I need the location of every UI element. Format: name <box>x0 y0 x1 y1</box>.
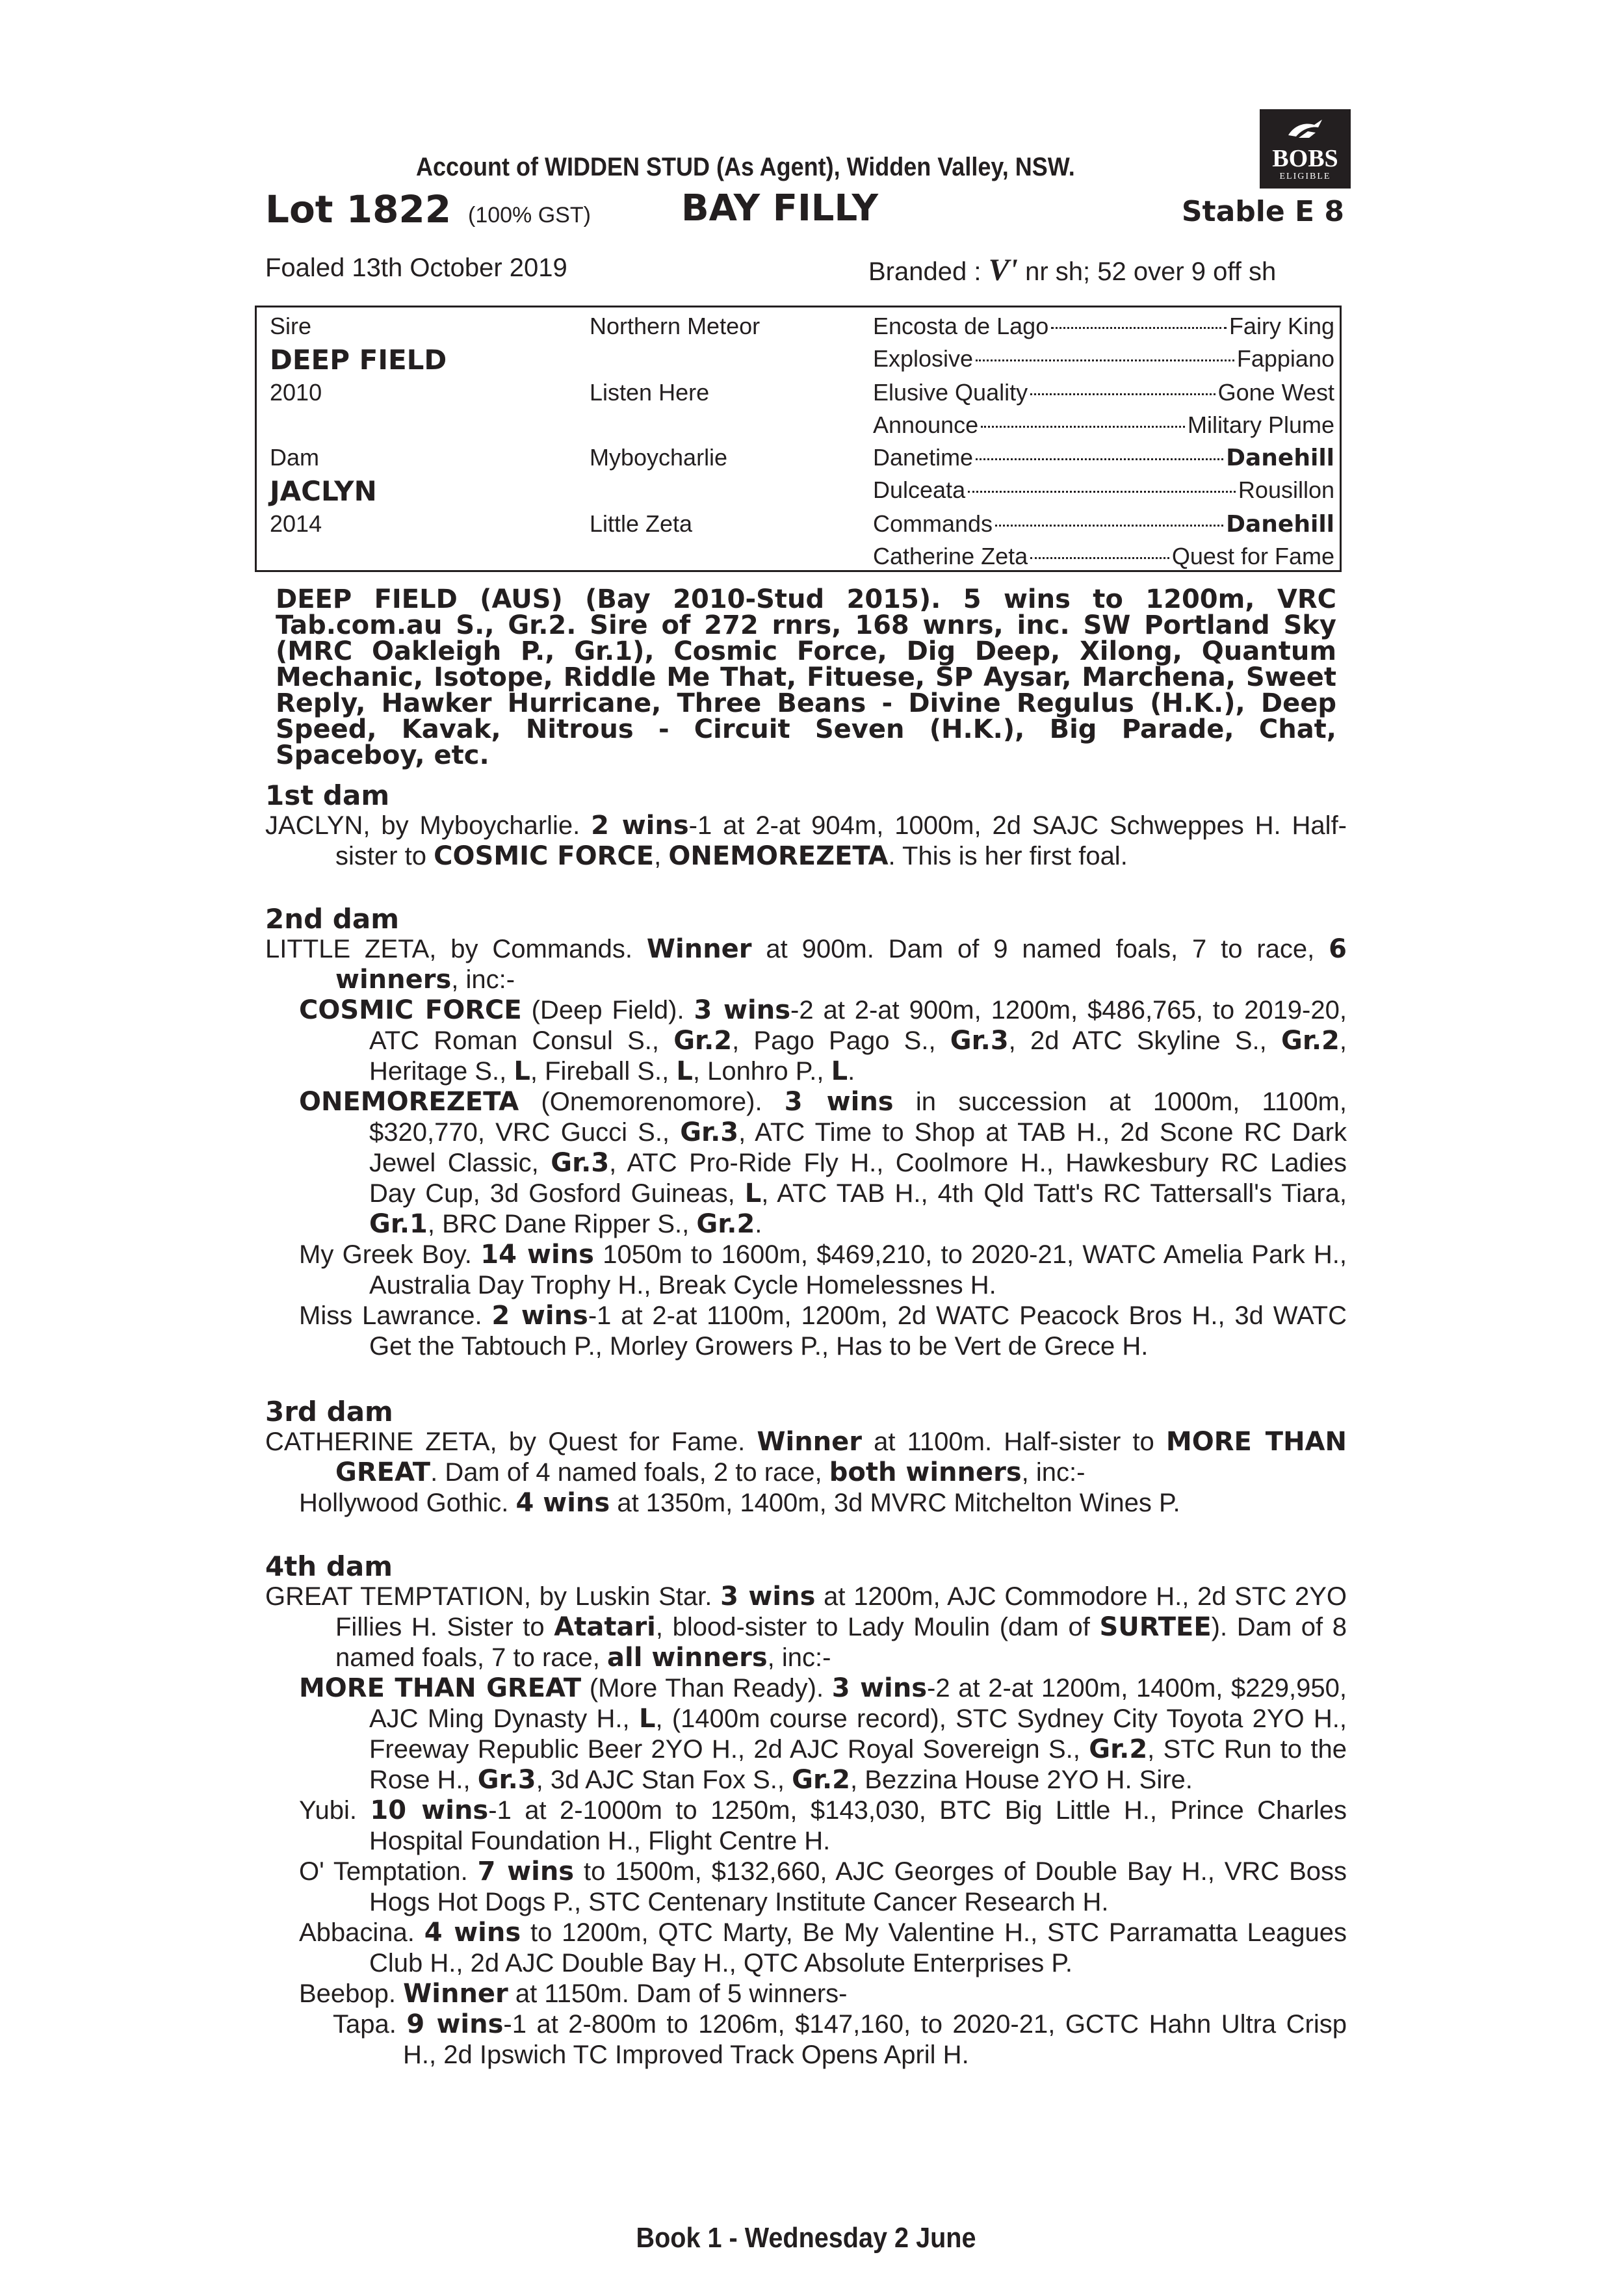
gen3-right: Fairy King <box>1228 313 1334 339</box>
gen3-left: Explosive <box>873 345 974 372</box>
second-dam-paragraphs <box>265 934 1347 1362</box>
dam-sire: Myboycharlie <box>590 444 728 471</box>
brand-mark: V' <box>988 253 1018 287</box>
gen3-left: Dulceata <box>873 476 966 503</box>
pedigree-paragraph: ONEMOREZETA (Onemorenomore). 3 wins in succession at 1000m, 1100m, $320,770, VRC Gucci S., Gr.3, ATC Time to Shop at TAB H., 2d Scone RC Dark Jewel Classic, Gr.3, ATC Pro-Ride Fly H., Coolmore H., Hawkesbury RC Ladies Day Cup, 3d Gosford Guineas, L, ATC TAB H., 4th Qld Tatt's RC Tattersall's Tiara, Gr.1, BRC Dane Ripper S., Gr.2. <box>299 1087 1347 1239</box>
first-dam-heading: 1st dam <box>265 779 390 811</box>
gen3-left: Announce <box>873 411 979 438</box>
bird-logo-icon <box>1286 116 1325 142</box>
pedigree-gen3-row <box>873 543 1334 570</box>
dam-name: JACLYN <box>270 475 377 507</box>
gen3-right: Fappiano <box>1236 345 1334 372</box>
third-dam-heading: 3rd dam <box>265 1396 393 1428</box>
gen3-right: Quest for Fame <box>1171 543 1334 569</box>
dot-leader <box>976 359 1234 361</box>
pedigree-paragraph: JACLYN, by Myboycharlie. 2 wins-1 at 2-at 904m, 1000m, 2d SAJC Schweppes H. Half-sister to COSMIC FORCE, ONEMOREZETA. This is her first foal. <box>265 811 1347 871</box>
pedigree-paragraph: Hollywood Gothic. 4 wins at 1350m, 1400m, 3d MVRC Mitchelton Wines P. <box>299 1488 1180 1518</box>
gen3-right: Danehill <box>1226 445 1334 471</box>
dam-label: Dam <box>270 444 320 471</box>
pedigree-paragraph: CATHERINE ZETA, by Quest for Fame. Winner at 1100m. Half-sister to MORE THAN GREAT. Dam of 4 named foals, 2 to race, both winners, inc:- <box>265 1427 1347 1487</box>
pedigree-paragraph: LITTLE ZETA, by Commands. Winner at 900m. Dam of 9 named foals, 7 to race, 6 winners, inc:- <box>265 934 1347 995</box>
fourth-dam-paragraphs <box>265 1582 1347 2070</box>
pedigree-paragraph: GREAT TEMPTATION, by Luskin Star. 3 wins at 1200m, AJC Commodore H., 2d STC 2YO Fillies H. Sister to Atatari, blood-sister to Lady Moulin (dam of SURTEE). Dam of 8 named foals, 7 to race, all winners, inc:- <box>265 1582 1347 1673</box>
dot-leader <box>995 525 1223 527</box>
dot-leader <box>976 458 1223 460</box>
gst-note: (100% GST) <box>468 203 591 228</box>
lot-number: Lot 1822 <box>265 187 452 231</box>
logo-text: BOBS <box>1272 145 1338 172</box>
sire-label: Sire <box>270 313 312 339</box>
gen3-right: Rousillon <box>1238 476 1334 503</box>
gen3-left: Commands <box>873 510 993 537</box>
gen3-left: Encosta de Lago <box>873 313 1049 339</box>
gen3-right: Gone West <box>1217 379 1334 406</box>
pedigree-gen3-row <box>873 379 1334 406</box>
branded-label: Branded : <box>868 257 982 286</box>
gen3-left: Danetime <box>873 444 974 471</box>
sire-year: 2010 <box>270 379 322 406</box>
pedigree-paragraph: Tapa. 9 wins-1 at 2-800m to 1206m, $147,160, to 2020-21, GCTC Hahn Ultra Crisp H., 2d Ipswich TC Improved Track Opens April H. <box>333 2009 1347 2069</box>
dam-year: 2014 <box>270 510 322 537</box>
bobs-eligible-logo <box>1260 109 1351 189</box>
stable-location: Stable E 8 <box>1181 195 1344 228</box>
sire-sire: Northern Meteor <box>590 313 760 339</box>
brand-info <box>868 252 1347 288</box>
pedigree-gen3-row <box>873 476 1334 504</box>
page-footer: Book 1 - Wednesday 2 June <box>636 2222 976 2254</box>
dot-leader <box>968 491 1236 493</box>
third-dam-section <box>265 1396 1347 1519</box>
pedigree-gen3-row <box>873 411 1334 439</box>
sire-summary: DEEP FIELD (AUS) (Bay 2010-Stud 2015). 5 wins to 1200m, VRC Tab.com.au S., Gr.2. Sire of 272 rnrs, 168 wnrs, inc. SW Portland Sky (MRC Oakleigh P., Gr.1), Cosmic Force, Dig Deep, Xilong, Quantum Mechanic, Isotope, Riddle Me That, Fituese, SP Aysar, Marchena, Sweet Reply, Hawker Hurricane, Three Beans - Divine Regulus (H.K.), Deep Speed, Kavak, Nitrous - Circuit Seven (H.K.), Big Parade, Chat, Spaceboy, etc. <box>276 584 1336 770</box>
first-dam-paragraphs <box>265 811 1347 872</box>
pedigree-paragraph: Yubi. 10 wins-1 at 2-1000m to 1250m, $143,030, BTC Big Little H., Prince Charles Hospital Foundation H., Flight Centre H. <box>299 1795 1347 1855</box>
logo-subtext: ELIGIBLE <box>1279 172 1331 181</box>
pedigree-paragraph: Abbacina. 4 wins to 1200m, QTC Marty, Be My Valentine H., STC Parramatta Leagues Club H., 2d AJC Double Bay H., QTC Absolute Enterprises P. <box>299 1918 1347 1977</box>
dot-leader <box>1030 557 1169 559</box>
pedigree-gen3-row <box>873 313 1334 340</box>
dam-dam: Little Zeta <box>590 510 693 537</box>
sire-name: DEEP FIELD <box>270 344 447 376</box>
pedigree-paragraph: My Greek Boy. 14 wins 1050m to 1600m, $469,210, to 2020-21, WATC Amelia Park H., Australia Day Trophy H., Break Cycle Homelessnes H. <box>299 1240 1347 1299</box>
pedigree-paragraph: Miss Lawrance. 2 wins-1 at 2-at 1100m, 1200m, 2d WATC Peacock Bros H., 3d WATC Get the Tabtouch P., Morley Growers P., Has to be Vert de Grece H. <box>299 1301 1347 1361</box>
gen3-left: Elusive Quality <box>873 379 1028 406</box>
first-dam-section <box>265 780 1347 872</box>
pedigree-gen3-row <box>873 444 1334 471</box>
dot-leader <box>1051 327 1227 329</box>
pedigree-gen3-row <box>873 345 1334 372</box>
fourth-dam-section <box>265 1551 1347 2070</box>
pedigree-gen3-row <box>873 510 1334 538</box>
consignor-line: Account of WIDDEN STUD (As Agent), Widden Valley, NSW. <box>416 153 1075 181</box>
second-dam-heading: 2nd dam <box>265 903 399 935</box>
fourth-dam-heading: 4th dam <box>265 1550 393 1582</box>
gen3-right: Military Plume <box>1187 411 1334 438</box>
pedigree-paragraph: COSMIC FORCE (Deep Field). 3 wins-2 at 2-at 900m, 1200m, $486,765, to 2019-20, ATC Roman Consul S., Gr.2, Pago Pago S., Gr.3, 2d ATC Skyline S., Gr.2, Heritage S., L, Fireball S., L, Lonhro P., L. <box>299 995 1347 1086</box>
third-dam-paragraphs <box>265 1427 1347 1519</box>
gen3-right: Danehill <box>1226 511 1334 538</box>
pedigree-table <box>255 306 1342 572</box>
pedigree-paragraph: MORE THAN GREAT (More Than Ready). 3 wins-2 at 2-at 1200m, 1400m, $229,950, AJC Ming Dynasty H., L, (1400m course record), STC Sydney City Toyota 2YO H., Freeway Republic Beer 2YO H., 2d AJC Royal Sovereign S., Gr.2, STC Run to the Rose H., Gr.3, 3d AJC Stan Fox S., Gr.2, Bezzina House 2YO H. Sire. <box>299 1673 1347 1795</box>
foaled-date: Foaled 13th October 2019 <box>265 254 567 282</box>
second-dam-section <box>265 904 1347 1362</box>
sire-dam: Listen Here <box>590 379 710 406</box>
pedigree-paragraph: O' Temptation. 7 wins to 1500m, $132,660, AJC Georges of Double Bay H., VRC Boss Hogs Hot Dogs P., STC Centenary Institute Cancer Research H. <box>299 1857 1347 1916</box>
branded-text: nr sh; 52 over 9 off sh <box>1025 257 1277 286</box>
horse-description: BAY FILLY <box>681 187 878 229</box>
lot-header <box>265 187 1344 239</box>
dot-leader <box>1030 393 1215 395</box>
dot-leader <box>981 426 1185 428</box>
gen3-left: Catherine Zeta <box>873 543 1028 569</box>
pedigree-paragraph: Beebop. Winner at 1150m. Dam of 5 winners- <box>299 1979 848 2009</box>
